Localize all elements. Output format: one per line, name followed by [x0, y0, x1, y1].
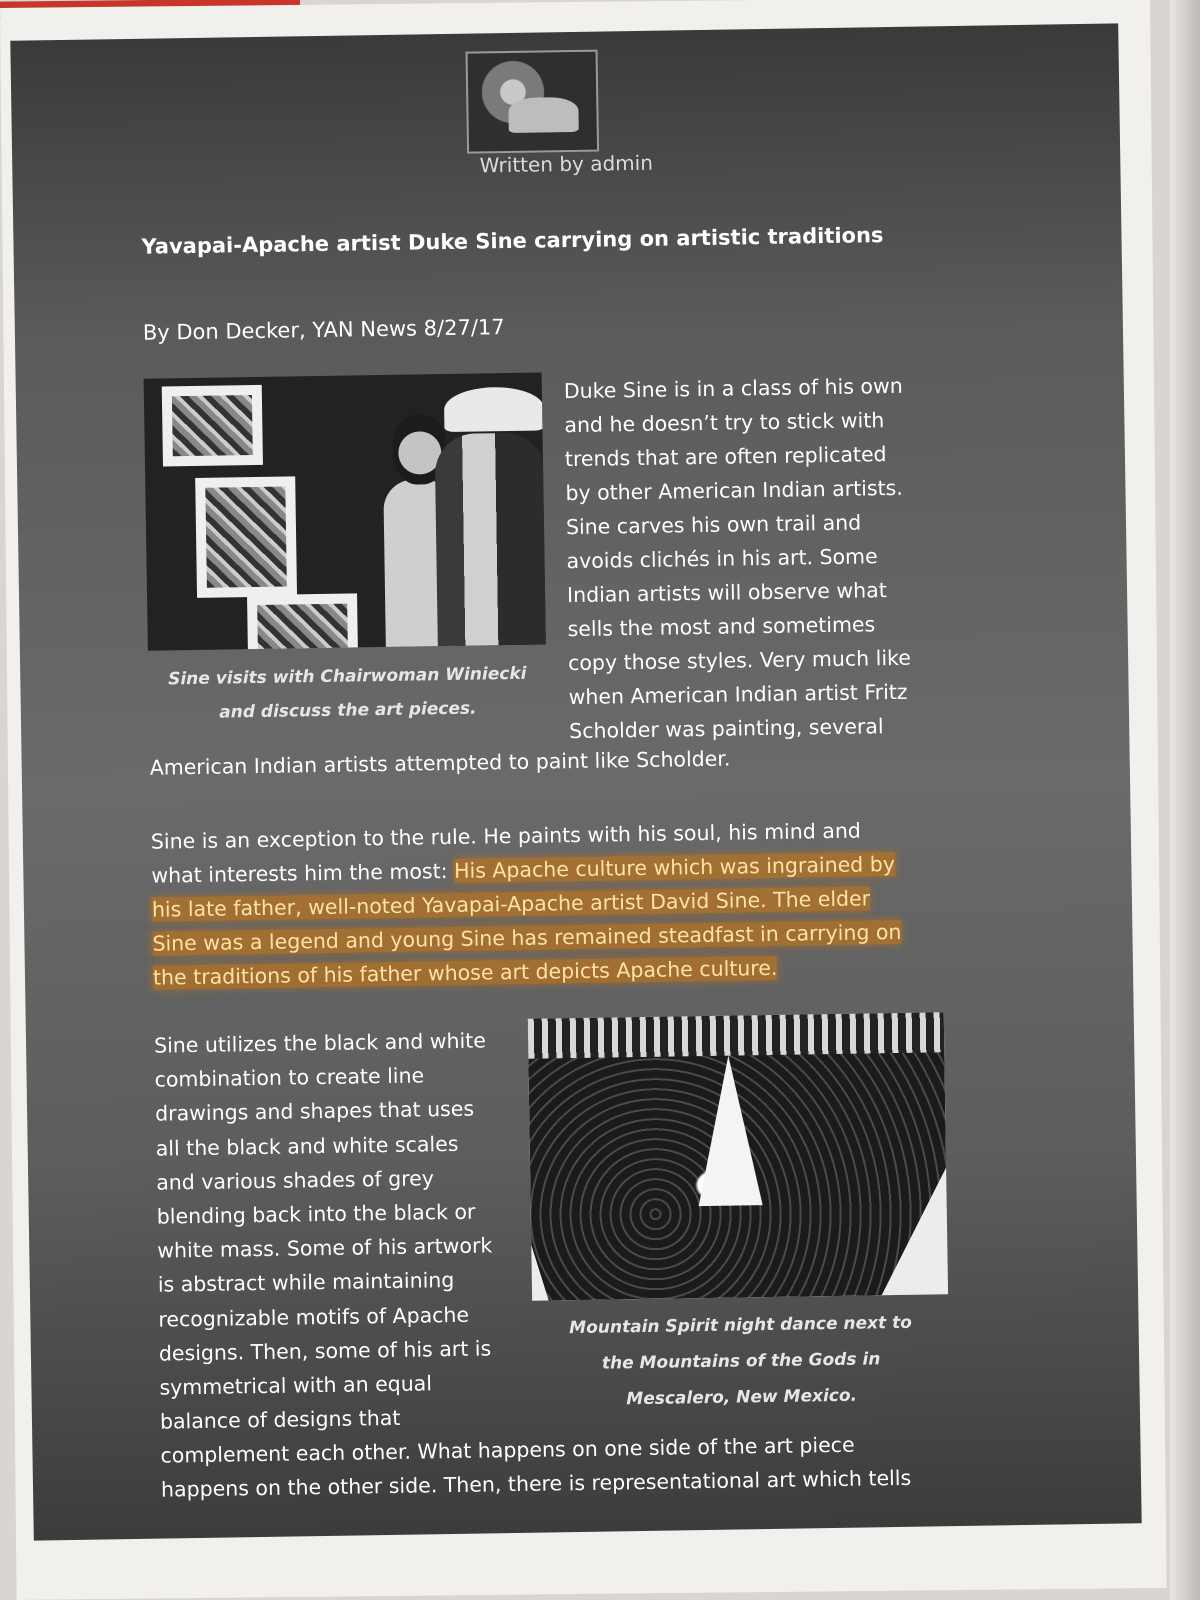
- paragraph-2: [151, 812, 944, 994]
- text-plain: what interests him the most:: [151, 858, 455, 888]
- text-line: Scholder was painting, several: [569, 714, 884, 744]
- photo2-caption: [532, 1304, 950, 1419]
- photo-chairwoman-visit: [144, 372, 546, 650]
- author-photo: [466, 50, 600, 154]
- text-line: drawings and shapes that uses: [154, 1097, 475, 1127]
- highlighted-text: His Apache culture which was ingrained by: [453, 852, 896, 883]
- text-line: Duke Sine is in a class of his own: [563, 373, 903, 404]
- text-line: avoids clichés in his art. Some: [566, 544, 878, 574]
- page-edge-right: [1170, 0, 1200, 1600]
- text-line: sells the most and sometimes: [567, 612, 876, 642]
- text-line: and he doesn’t try to stick with: [564, 408, 885, 438]
- photo2-caption-line: Mescalero, New Mexico.: [626, 1385, 858, 1410]
- text-line: Indian artists will observe what: [566, 578, 887, 608]
- text-line: Sine is an exception to the rule. He paints with his soul, his mind and: [150, 818, 862, 854]
- text-line: Sine utilizes the black and white: [153, 1028, 487, 1058]
- text-line: all the black and white scales: [155, 1131, 459, 1161]
- text-line: by other American Indian artists.: [565, 475, 903, 506]
- photo2-caption-line: Mountain Spirit night dance next to: [569, 1312, 913, 1339]
- art-frame: [247, 593, 358, 650]
- text-line: designs. Then, some of his art is: [158, 1336, 492, 1366]
- written-by: Written by admin: [479, 150, 654, 178]
- text-line: recognizable motifs of Apache: [158, 1302, 470, 1332]
- artwork-mountain-ridge: [528, 1012, 945, 1059]
- author-photo-figure: [508, 97, 579, 133]
- highlighted-text: the traditions of his father whose art depicts Apache culture.: [152, 955, 778, 990]
- highlighted-text: his late father, well-noted Yavapai-Apache artist David Sine. The elder: [151, 886, 871, 922]
- text-line: copy those styles. Very much like: [567, 645, 912, 676]
- article-title: Yavapai-Apache artist Duke Sine carrying on artistic traditions: [141, 223, 884, 259]
- text-line: is abstract while maintaining: [157, 1268, 455, 1298]
- article-byline: By Don Decker, YAN News 8/27/17: [142, 315, 505, 345]
- text-line: combination to create line: [154, 1063, 425, 1092]
- art-frame: [195, 476, 297, 598]
- article-panel: [10, 23, 1141, 1540]
- text-line: complement each other. What happens on one side of the art piece: [160, 1432, 855, 1468]
- photo1-caption-line: and discuss the art pieces.: [219, 698, 477, 723]
- photo-mountain-spirit-dance: [528, 1012, 948, 1300]
- paragraph-1: [564, 368, 942, 748]
- artwork-fire-spire: [696, 1055, 762, 1206]
- photo1-caption-line: Sine visits with Chairwoman Winiecki: [167, 663, 527, 690]
- photo-man-cap: [444, 386, 545, 432]
- paragraph-3-continuation: [160, 1426, 951, 1506]
- text-line: and various shades of grey: [156, 1166, 435, 1195]
- text-line: symmetrical with an equal: [159, 1371, 433, 1400]
- text-line: white mass. Some of his artwork: [157, 1233, 493, 1263]
- text-line: Sine carves his own trail and: [565, 510, 862, 540]
- text-line: trends that are often replicated: [564, 442, 887, 472]
- text-line: blending back into the black or: [156, 1199, 476, 1229]
- text-line: happens on the other side. Then, there is representational art which tells: [160, 1465, 912, 1502]
- photo2-caption-line: the Mountains of the Gods in: [601, 1349, 881, 1374]
- art-frame: [162, 385, 263, 467]
- photo-man: [435, 432, 546, 650]
- paragraph-1-continuation: American Indian artists attempted to paint like Scholder.: [149, 746, 731, 780]
- photo1-caption: [148, 656, 547, 730]
- text-line: when American Indian artist Fritz: [568, 679, 908, 710]
- highlighted-text: Sine was a legend and young Sine has remained steadfast in carrying on: [152, 919, 902, 956]
- paragraph-3: [154, 1023, 510, 1439]
- text-line: balance of designs that: [159, 1406, 401, 1434]
